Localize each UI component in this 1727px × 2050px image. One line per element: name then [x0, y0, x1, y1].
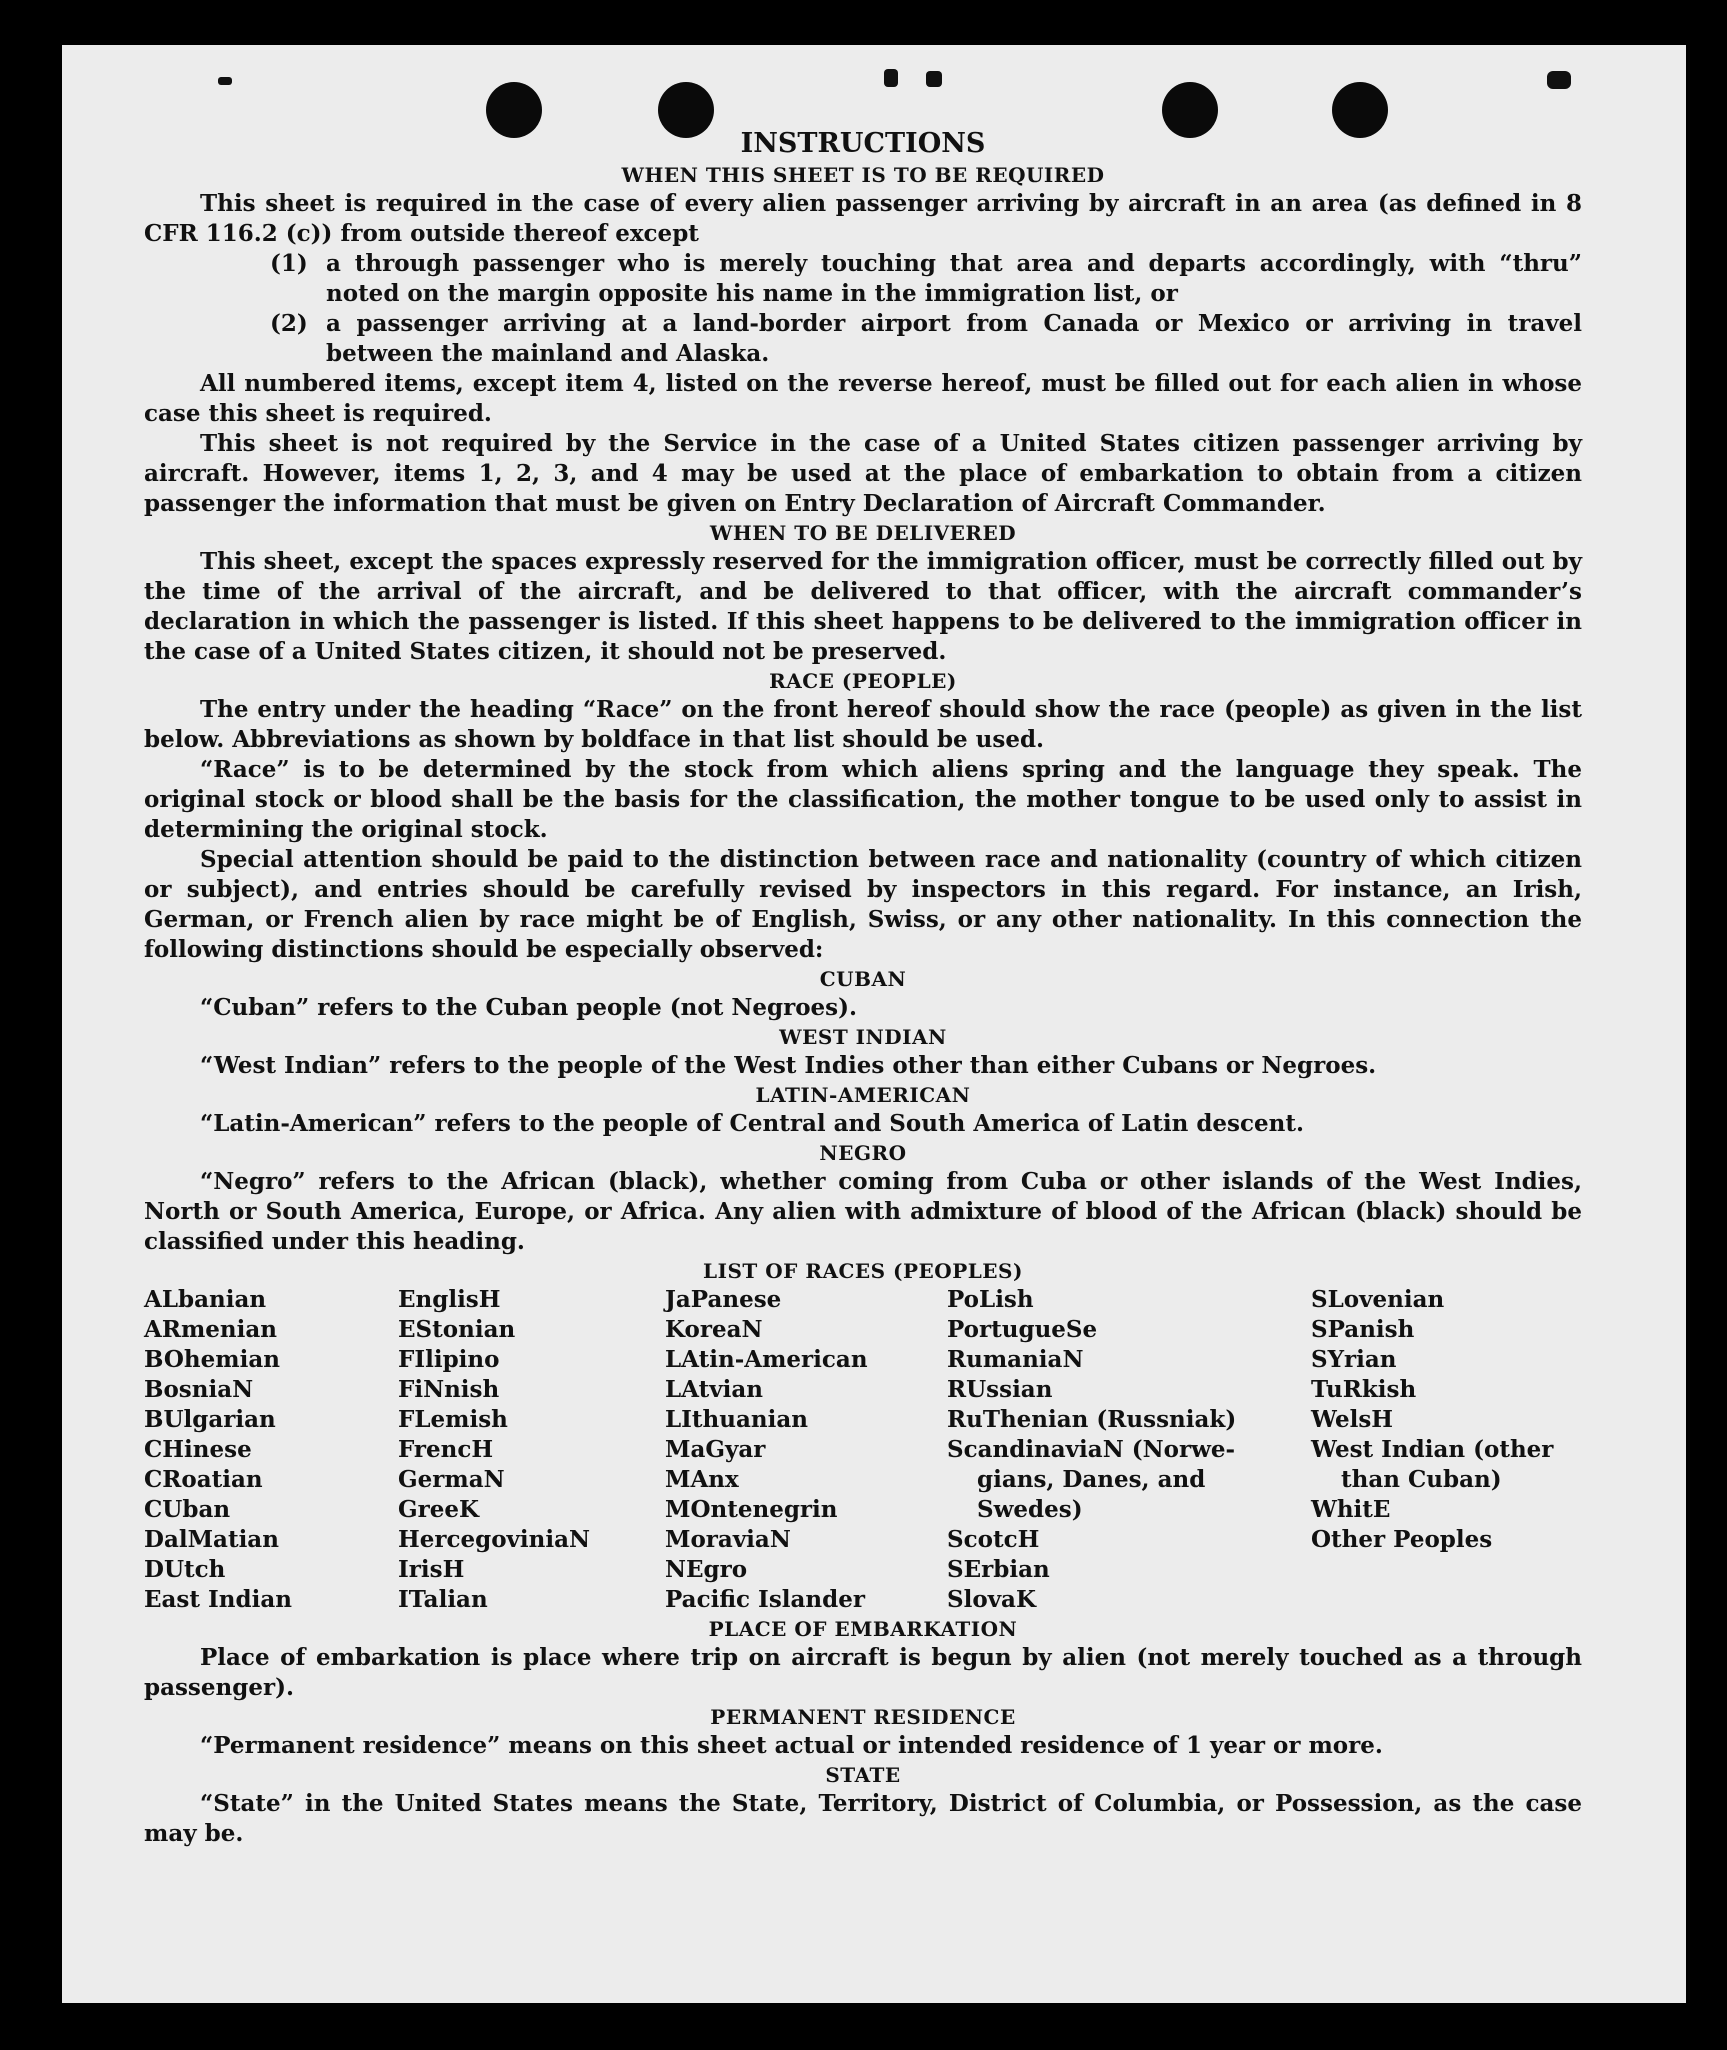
race-list [144, 1285, 1582, 1615]
race-column [144, 1285, 398, 1615]
paragraph: “Negro” refers to the African (black), whether coming from Cuba or other islands of the West Indies, North or South America, Europe, or Africa. Any alien with admixture of blood of the African (black) should be classified under this heading. [144, 1168, 1582, 1255]
race-item: TuRkish [1311, 1376, 1417, 1403]
race-item: JaPanese [665, 1286, 782, 1313]
list-item [270, 249, 1582, 309]
ink-mark [1547, 71, 1571, 89]
section-heading: WHEN THIS SHEET IS TO BE REQUIRED [621, 163, 1105, 187]
paragraph: This sheet, except the spaces expressly reserved for the immigration officer, must be correctly filled out by the time of the arrival of the aircraft, and be delivered to that officer, with the aircraft commander’s declaration in which the passenger is listed. If this sheet happens to be delivered to the immigration officer in the case of a United States citizen, it should not be preserved. [144, 548, 1582, 665]
ink-mark [926, 71, 942, 87]
race-item: GreeK [398, 1496, 480, 1523]
ink-mark [884, 69, 898, 87]
race-item: LAtin-American [665, 1346, 868, 1373]
race-item: ALbanian [144, 1286, 267, 1313]
paragraph: “Race” is to be determined by the stock from which aliens spring and the language they speak. The original stock or blood shall be the basis for the classification, the mother tongue to be used only to assist in determining the original stock. [144, 756, 1582, 843]
race-item: EnglisH [398, 1286, 501, 1313]
race-item: FIlipino [398, 1346, 500, 1373]
race-item: BosniaN [144, 1376, 254, 1403]
race-item: LAtvian [665, 1376, 763, 1403]
item-text: a passenger arriving at a land-border airport from Canada or Mexico or arriving in travel between the mainland and Alaska. [326, 310, 1582, 367]
paragraph: “Cuban” refers to the Cuban people (not Negroes). [200, 994, 858, 1021]
race-item: BUlgarian [144, 1406, 276, 1433]
paragraph: “Latin-American” refers to the people of Central and South America of Latin descent. [200, 1110, 1304, 1137]
race-item: CUban [144, 1496, 231, 1523]
race-item: ScandinaviaN (Norwe- [947, 1436, 1236, 1463]
race-item: MOntenegrin [665, 1496, 838, 1523]
race-item: NEgro [665, 1556, 748, 1583]
paragraph: “West Indian” refers to the people of the West Indies other than either Cubans or Negroes. [200, 1052, 1377, 1079]
race-item: DUtch [144, 1556, 226, 1583]
race-item: MaGyar [665, 1436, 766, 1463]
race-item: GermaN [398, 1466, 505, 1493]
paragraph: “Permanent residence” means on this sheet actual or intended residence of 1 year or more. [200, 1732, 1383, 1759]
section-heading: RACE (PEOPLE) [769, 669, 957, 693]
ink-mark [218, 77, 232, 85]
race-item: SlovaK [947, 1586, 1036, 1613]
race-item: SYrian [1311, 1346, 1397, 1373]
section-heading: CUBAN [819, 967, 907, 991]
paragraph: The entry under the heading “Race” on the front hereof should show the race (people) as given in the list below. Abbreviations as shown by boldface in that list should be used. [144, 696, 1582, 753]
race-item: FrencH [398, 1436, 494, 1463]
race-item: East Indian [144, 1586, 292, 1613]
paragraph: “State” in the United States means the State, Territory, District of Columbia, or Possession, as the case may be. [144, 1790, 1582, 1847]
page-title: INSTRUCTIONS [740, 128, 986, 159]
race-item: KoreaN [665, 1316, 763, 1343]
section-heading: PERMANENT RESIDENCE [710, 1705, 1016, 1729]
race-item: gians, Danes, and [977, 1466, 1206, 1493]
section-heading: NEGRO [819, 1141, 907, 1165]
paragraph: This sheet is not required by the Service in the case of a United States citizen passenger arriving by aircraft. However, items 1, 2, 3, and 4 may be used at the place of embarkation to obtain from a citizen passenger the information that must be given on Entry Declaration of Aircraft Commander. [144, 430, 1582, 517]
race-column [947, 1285, 1311, 1615]
race-item: than Cuban) [1341, 1466, 1502, 1493]
section-heading: LATIN-AMERICAN [755, 1083, 971, 1107]
race-item: CRoatian [144, 1466, 263, 1493]
race-item: IrisH [398, 1556, 465, 1583]
race-item: ScotcH [947, 1526, 1040, 1553]
race-item: WelsH [1311, 1406, 1394, 1433]
race-item: CHinese [144, 1436, 252, 1463]
race-item: FiNnish [398, 1376, 500, 1403]
race-item: RUssian [947, 1376, 1053, 1403]
race-item: RuThenian (Russniak) [947, 1406, 1237, 1433]
paragraph: All numbered items, except item 4, listed on the reverse hereof, must be filled out for each alien in whose case this sheet is required. [144, 370, 1582, 427]
list-item [270, 309, 1582, 369]
race-column [398, 1285, 665, 1615]
race-item: MAnx [665, 1466, 739, 1493]
race-item: SPanish [1311, 1316, 1415, 1343]
race-item: ITalian [398, 1586, 488, 1613]
race-item: West Indian (other [1311, 1436, 1554, 1463]
section-heading: STATE [825, 1763, 901, 1787]
race-item: SLovenian [1311, 1286, 1445, 1313]
race-item: Other Peoples [1311, 1526, 1493, 1553]
race-item: WhitE [1311, 1496, 1391, 1523]
race-item: EStonian [398, 1316, 516, 1343]
section-heading: WEST INDIAN [779, 1025, 947, 1049]
item-number: (2) [270, 310, 308, 337]
race-item: HercegoviniaN [398, 1526, 591, 1553]
document-sheet [62, 45, 1686, 2003]
race-item: SErbian [947, 1556, 1050, 1583]
race-item: RumaniaN [947, 1346, 1084, 1373]
race-item: BOhemian [144, 1346, 280, 1373]
section-heading: PLACE OF EMBARKATION [708, 1617, 1018, 1641]
item-text: a through passenger who is merely touching that area and departs accordingly, with “thru” noted on the margin opposite his name in the immigration list, or [326, 250, 1582, 307]
section-heading: LIST OF RACES (PEOPLES) [703, 1259, 1023, 1283]
race-item: Pacific Islander [665, 1586, 865, 1613]
race-column [665, 1285, 947, 1615]
race-item: ARmenian [144, 1316, 278, 1343]
race-column [1311, 1285, 1581, 1615]
paragraph: This sheet is required in the case of every alien passenger arriving by aircraft in an area (as defined in 8 CFR 116.2 (c)) from outside thereof except [144, 190, 1582, 247]
race-item: LIthuanian [665, 1406, 808, 1433]
paragraph: Place of embarkation is place where trip on aircraft is begun by alien (not merely touched as a through passenger). [144, 1644, 1582, 1701]
section-heading: WHEN TO BE DELIVERED [709, 521, 1017, 545]
paragraph: Special attention should be paid to the distinction between race and nationality (country of which citizen or subject), and entries should be carefully revised by inspectors in this regard. For instance, an Irish, German, or French alien by race might be of English, Swiss, or any other nationality. In this connection the following distinctions should be especially observed: [144, 846, 1582, 963]
race-item: Swedes) [977, 1496, 1083, 1523]
race-item: PoLish [947, 1286, 1034, 1313]
race-item: DalMatian [144, 1526, 279, 1553]
race-item: MoraviaN [665, 1526, 791, 1553]
instructions-content [144, 127, 1582, 1849]
race-item: PortugueSe [947, 1316, 1098, 1343]
item-number: (1) [270, 250, 308, 277]
race-item: FLemish [398, 1406, 508, 1433]
